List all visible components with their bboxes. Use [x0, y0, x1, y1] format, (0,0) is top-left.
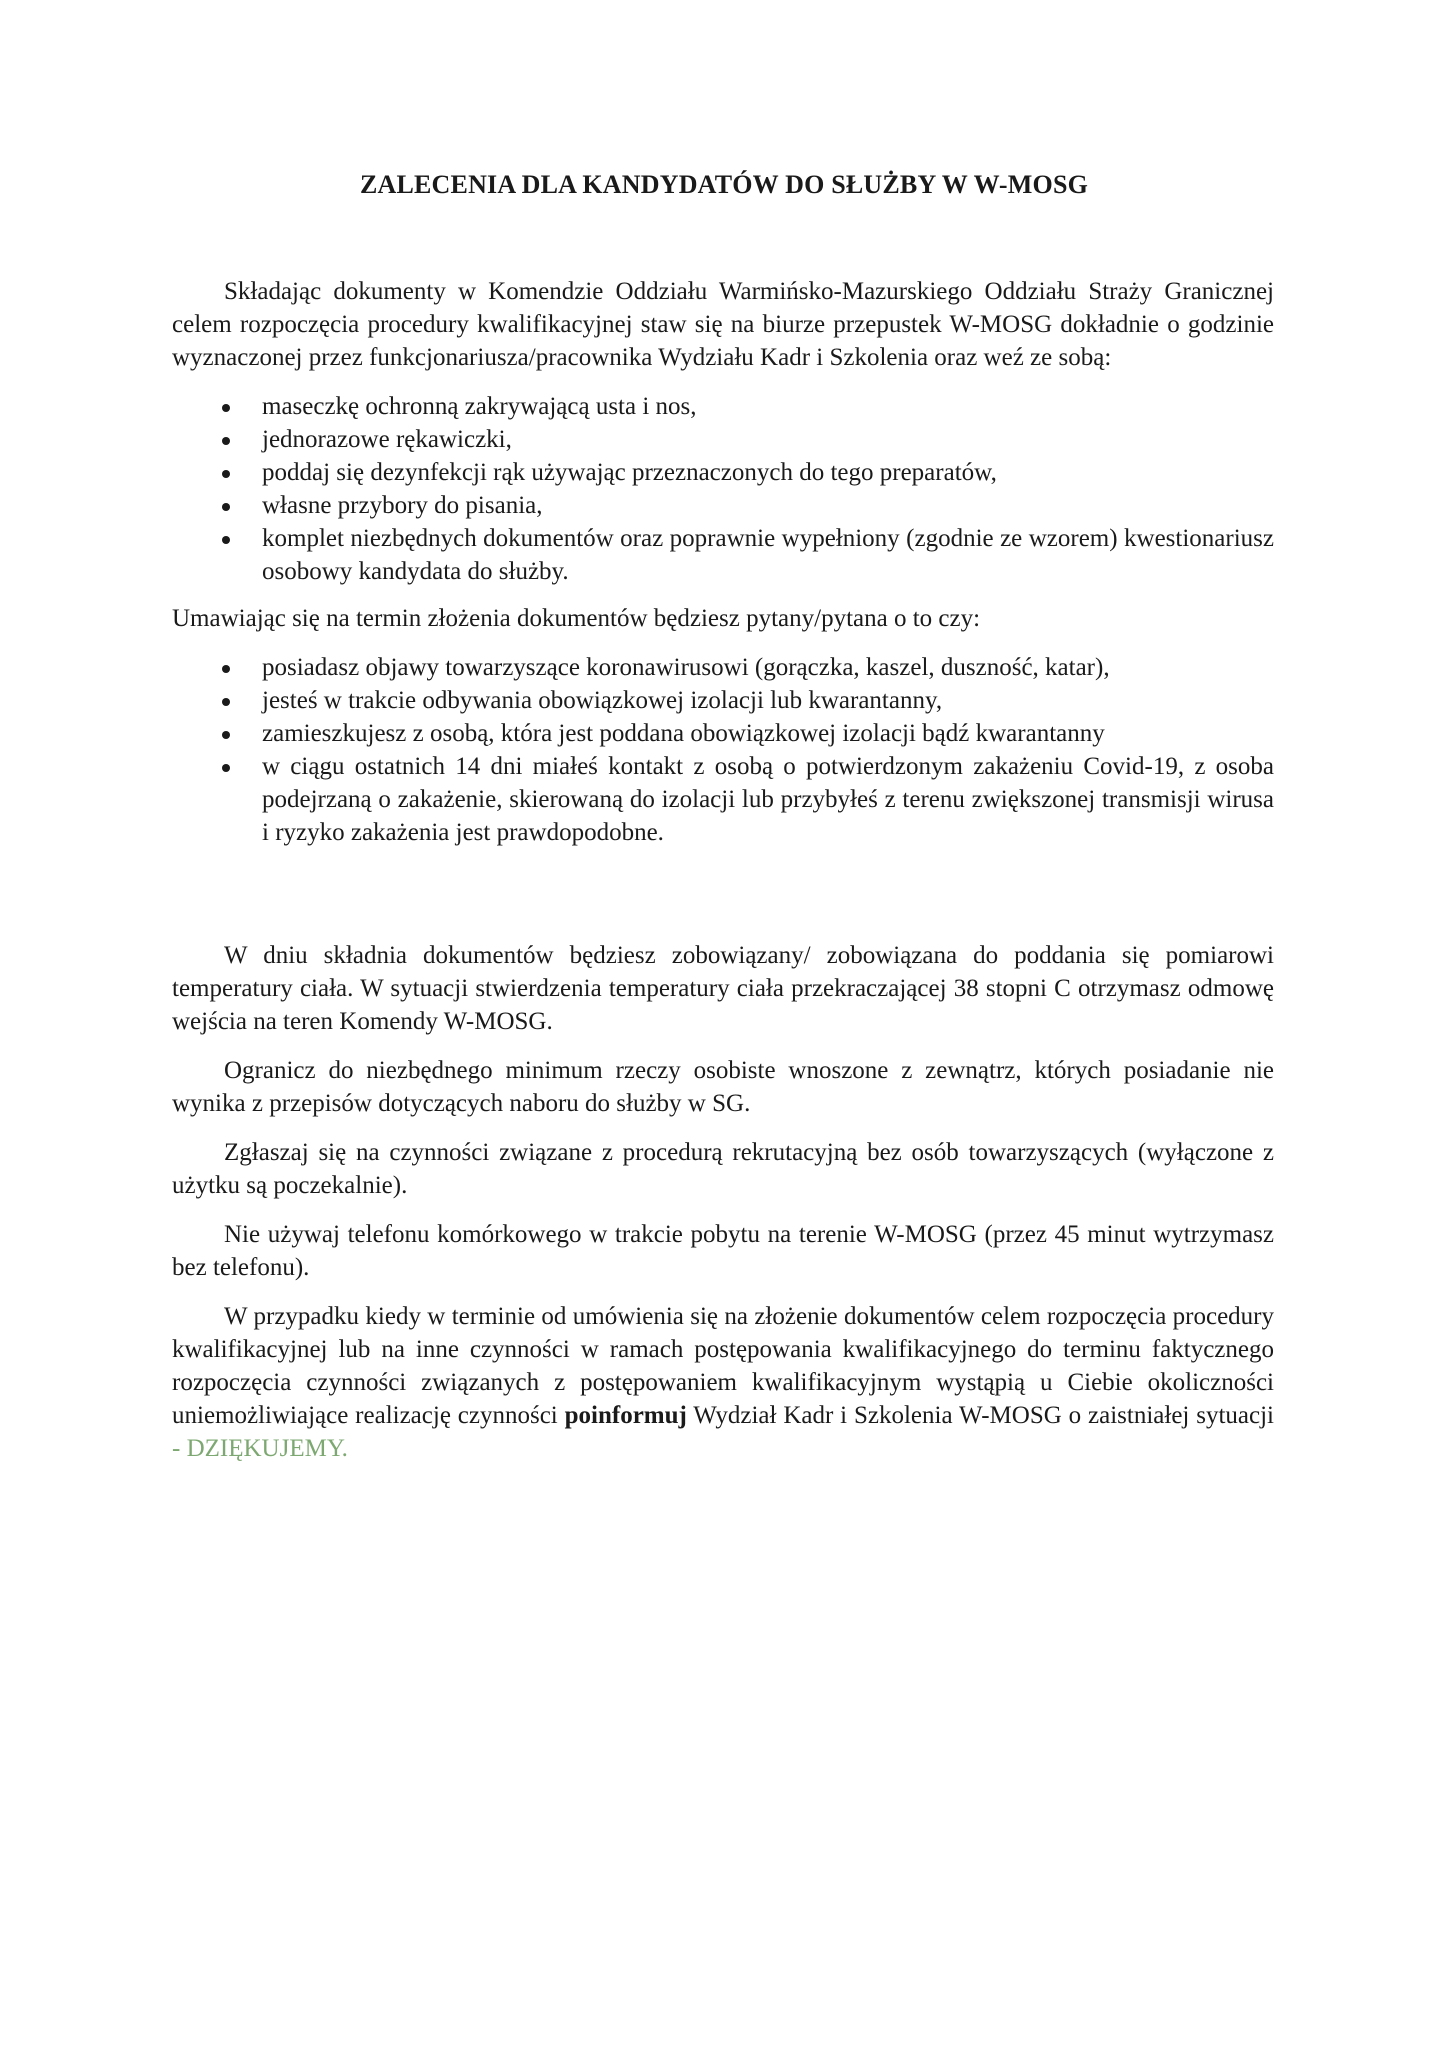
phone-paragraph: Nie używaj telefonu komórkowego w trakcie pobytu na terenie W-MOSG (przez 45 minut wytrzymasz bez telefonu). — [172, 1221, 1274, 1281]
intro-paragraph: Składając dokumenty w Komendzie Oddziału Warmińsko-Mazurskiego Oddziału Straży Granicznej celem rozpoczęcia procedury kwalifikacyjnej staw się na biurze przepustek W-MOSG dokładnie o godzinie wyznaczonej przez funkcjonariusza/pracownika Wydziału Kadr i Szkolenia oraz weź ze sobą: — [172, 278, 1274, 371]
final-text-before: W przypadku kiedy w terminie od umówienia się na złożenie dokumentów celem rozpoczęcia procedury kwalifikacyjnej lub na inne czynności w ramach postępowania kwalifikacyjnego do terminu faktycznego rozpoczęcia czynności związanych z postępowaniem kwalifikacyjnym wystąpią u Ciebie okoliczności uniemożliwiające realizację czynności — [172, 1303, 1274, 1429]
list-item: własne przybory do pisania, — [172, 489, 1274, 522]
list-item: jesteś w trakcie odbywania obowiązkowej izolacji lub kwarantanny, — [172, 684, 1274, 717]
accompany-paragraph: Zgłaszaj się na czynności związane z procedurą rekrutacyjną bez osób towarzyszących (wyłączone z użytku są poczekalnie). — [172, 1139, 1274, 1199]
list-item: w ciągu ostatnich 14 dni miałeś kontakt z osobą o potwierdzonym zakażeniu Covid-19, z osoba podejrzaną o zakażenie, skierowaną do izolacji lub przybyłeś z terenu zwiększonej transmisji wirusa i ryzyko zakażenia jest prawdopodobne. — [172, 750, 1274, 849]
list-item: maseczkę ochronną zakrywającą usta i nos, — [172, 390, 1274, 423]
bring-items-list — [172, 390, 1274, 588]
list-item: komplet niezbędnych dokumentów oraz poprawnie wypełniony (zgodnie ze wzorem) kwestionariusz osobowy kandydata do służby. — [172, 522, 1274, 588]
list-item: posiadasz objawy towarzyszące koronawirusowi (gorączka, kaszel, duszność, katar), — [172, 651, 1274, 684]
final-text-after: Wydział Kadr i Szkolenia W-MOSG o zaistniałej sytuacji — [693, 1402, 1274, 1429]
list-item: jednorazowe rękawiczki, — [172, 423, 1274, 456]
belongings-paragraph: Ogranicz do niezbędnego minimum rzeczy osobiste wnoszone z zewnątrz, których posiadanie nie wynika z przepisów dotyczących naboru do służby w SG. — [172, 1057, 1274, 1117]
list-item: poddaj się dezynfekcji rąk używając przeznaczonych do tego preparatów, — [172, 456, 1274, 489]
questions-intro: Umawiając się na termin złożenia dokumentów będziesz pytany/pytana o to czy: — [172, 605, 981, 632]
document-title: ZALECENIA DLA KANDYDATÓW DO SŁUŻBY W W-MOSG — [359, 170, 1089, 199]
question-items-list — [172, 651, 1274, 849]
thanks-text: DZIĘKUJEMY. — [186, 1435, 348, 1462]
final-separator: - — [172, 1435, 181, 1462]
final-paragraph — [172, 1300, 1274, 1465]
final-bold-word: poinformuj — [564, 1402, 687, 1429]
temperature-paragraph: W dniu składnia dokumentów będziesz zobowiązany/ zobowiązana do poddania się pomiarowi temperatury ciała. W sytuacji stwierdzenia temperatury ciała przekraczającej 38 stopni C otrzymasz odmowę wejścia na teren Komendy W-MOSG. — [172, 942, 1274, 1035]
document-body — [172, 275, 1274, 1465]
list-item: zamieszkujesz z osobą, która jest poddana obowiązkowej izolacji bądź kwarantanny — [172, 717, 1274, 750]
